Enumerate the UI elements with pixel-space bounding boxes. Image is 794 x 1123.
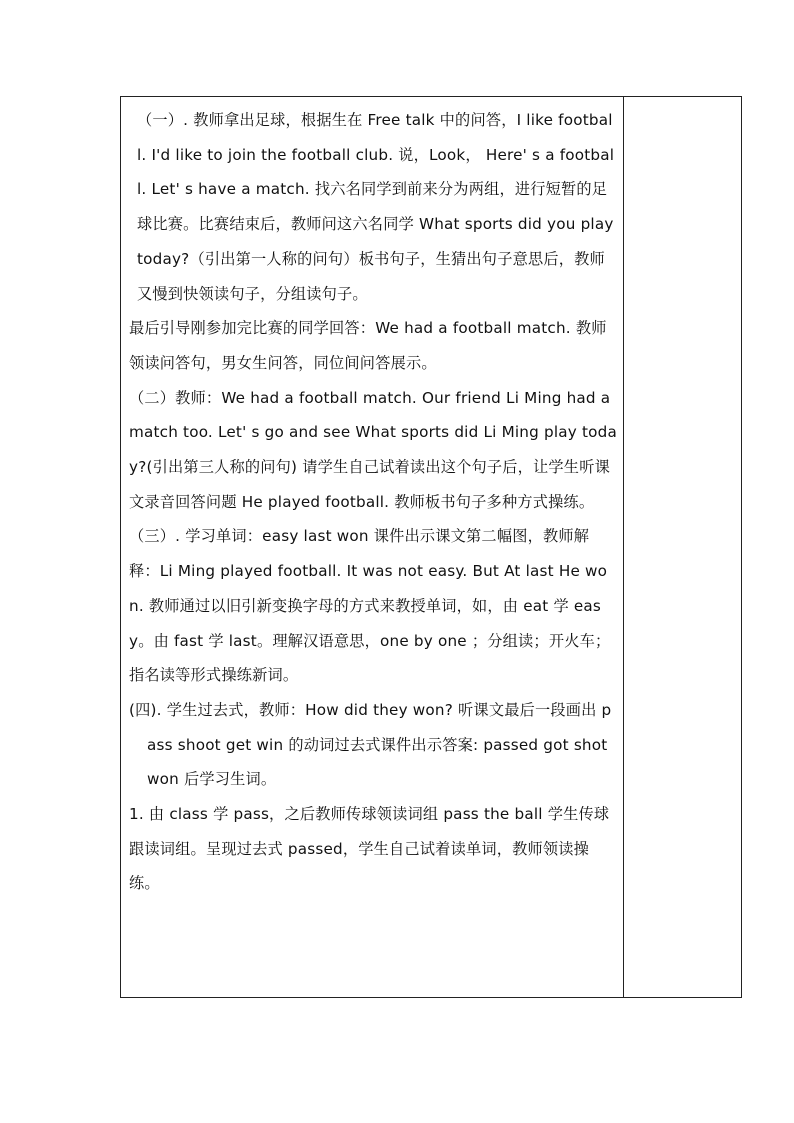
paragraph-step-1: （一）. 教师拿出足球，根据生在 Free talk 中的问答，I like football. I'd like to join the football club. 说，Look， Here' s a football. Let' s have a match. 找六名同学到前来分为两组，进行短暂的足球比赛。比赛结束后，教师问这六名同学 What sports did you play today?（引出第一人称的问句）板书句子，生猜出句子意思后，教师又慢到快领读句子，分组读句子。 bbox=[137, 111, 615, 303]
paragraph-step-1-end: 最后引导刚参加完比赛的同学回答：We had a football match. 教师领读问答句，男女生问答，同位间问答展示。 bbox=[129, 319, 607, 372]
notes-cell bbox=[624, 97, 741, 997]
paragraph-step-4: (四). 学生过去式，教师：How did they won? 听课文最后一段画出 pass shoot get win 的动词过去式课件出示答案: passed got shot won 后学习生词。 bbox=[129, 700, 612, 789]
lesson-table bbox=[120, 96, 742, 998]
paragraph-step-3: （三）. 学习单词：easy last won 课件出示课文第二幅图，教师解释：Li Ming played football. It was not easy. But At last He won. 教师通过以旧引新变换字母的方式来教授单词，如，由 eat 学 easy。由 fast 学 last。理解汉语意思，one by one ；分组读；开火车；指名读等形式操练新词。 bbox=[129, 527, 611, 685]
lesson-procedure-cell bbox=[121, 97, 624, 997]
paragraph-step-2: （二）教师：We had a football match. Our friend Li Ming had a match too. Let' s go and see What sports did Li Ming play today?(引出第三人称的问句) 请学生自己试着读出这个句子后，让学生听课文录音回答问题 He played football. 教师板书句子多种方式操练。 bbox=[129, 388, 617, 511]
paragraph-step-4-1: 1. 由 class 学 pass，之后教师传球领读词组 pass the ball 学生传球跟读词组。呈现过去式 passed，学生自己试着读单词，教师领读操练。 bbox=[129, 805, 610, 893]
